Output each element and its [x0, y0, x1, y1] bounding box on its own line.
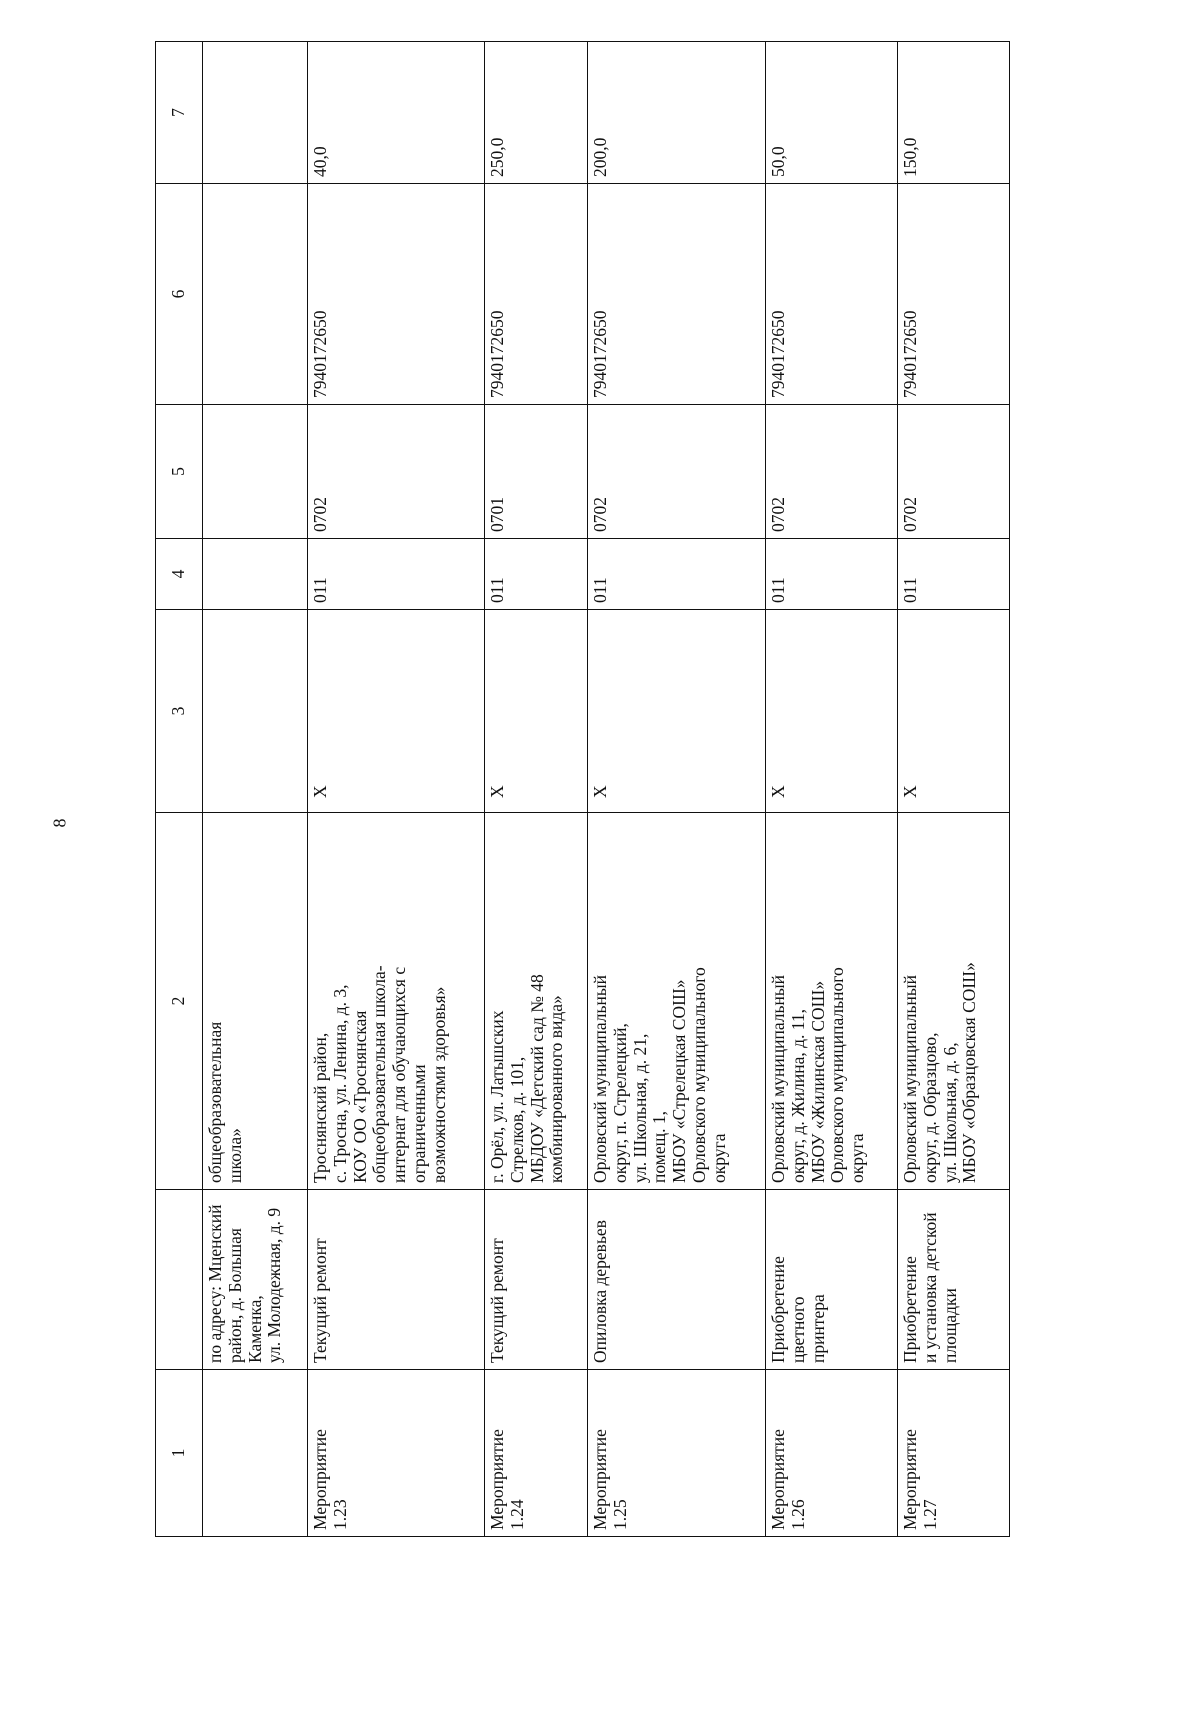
table-row — [588, 42, 766, 1537]
cell-col7 — [203, 42, 308, 184]
cell-col5: 0701 — [485, 405, 588, 539]
cell-object: Орловский муниципальный округ, д. Образцово, ул. Школьная, д. 6, МБОУ «Образцовская СОШ» — [898, 813, 1010, 1190]
cell-col7: 200,0 — [588, 42, 766, 184]
cell-work-name: Приобретение и установка детской площадки — [898, 1190, 1010, 1370]
table-row — [766, 42, 898, 1537]
cell-object: г. Орёл, ул. Латышских Стрелков, д. 101, МБДОУ «Детский сад № 48 комбинированного вида» — [485, 813, 588, 1190]
cell-col5: 0702 — [588, 405, 766, 539]
header-col-2: 2 — [156, 813, 203, 1190]
cell-col3: Х — [898, 610, 1010, 813]
cell-event — [203, 1370, 308, 1537]
cell-col5 — [203, 405, 308, 539]
cell-col6: 7940172650 — [485, 184, 588, 405]
header-col-blank — [156, 1190, 203, 1370]
cell-col3: Х — [588, 610, 766, 813]
cell-col3: Х — [485, 610, 588, 813]
cell-col5: 0702 — [308, 405, 485, 539]
cell-col3: Х — [766, 610, 898, 813]
cell-col4: 011 — [898, 539, 1010, 610]
header-col-7: 7 — [156, 42, 203, 184]
cell-col5: 0702 — [766, 405, 898, 539]
cell-event: Мероприятие 1.27 — [898, 1370, 1010, 1537]
cell-address: по адресу: Мценский район, д. Большая Каменка, ул. Молодежная, д. 9 — [203, 1190, 308, 1370]
cell-event: Мероприятие 1.25 — [588, 1370, 766, 1537]
cell-col6: 7940172650 — [588, 184, 766, 405]
table-row-continuation — [203, 42, 308, 1537]
document-table-container — [155, 42, 1010, 1537]
cell-object: Троснянский район, с. Тросна, ул. Ленина, д. 3, КОУ ОО «Троснянская общеобразовательная школа- интернат для обучающихся с ограниченными возможностями здоровья» — [308, 813, 485, 1190]
cell-event: Мероприятие 1.26 — [766, 1370, 898, 1537]
cell-col3 — [203, 610, 308, 813]
cell-col4: 011 — [766, 539, 898, 610]
cell-col5: 0702 — [898, 405, 1010, 539]
cell-work-name: Текущий ремонт — [485, 1190, 588, 1370]
cell-work-name: Текущий ремонт — [308, 1190, 485, 1370]
cell-work-name: Опиловка деревьев — [588, 1190, 766, 1370]
table-row — [898, 42, 1010, 1537]
cell-col3: Х — [308, 610, 485, 813]
cell-col7: 150,0 — [898, 42, 1010, 184]
cell-col6: 7940172650 — [898, 184, 1010, 405]
budget-events-table — [155, 41, 1010, 1537]
cell-object: общеобразовательная школа» — [203, 813, 308, 1190]
cell-col4: 011 — [308, 539, 485, 610]
page-number: 8 — [49, 818, 70, 828]
cell-col4: 011 — [588, 539, 766, 610]
table-row — [308, 42, 485, 1537]
cell-col6: 7940172650 — [766, 184, 898, 405]
cell-work-name: Приобретение цветного принтера — [766, 1190, 898, 1370]
cell-col4 — [203, 539, 308, 610]
cell-event: Мероприятие 1.24 — [485, 1370, 588, 1537]
header-col-4: 4 — [156, 539, 203, 610]
header-col-6: 6 — [156, 184, 203, 405]
table-row — [485, 42, 588, 1537]
cell-col7: 250,0 — [485, 42, 588, 184]
cell-col4: 011 — [485, 539, 588, 610]
cell-object: Орловский муниципальный округ, п. Стрелецкий, ул. Школьная, д. 21, помещ. 1, МБОУ «Стрелецкая СОШ» Орловского муниципального округа — [588, 813, 766, 1190]
cell-object: Орловский муниципальный округ, д. Жилина, д. 11, МБОУ «Жилинская СОШ» Орловского муниципального округа — [766, 813, 898, 1190]
cell-col6 — [203, 184, 308, 405]
cell-event: Мероприятие 1.23 — [308, 1370, 485, 1537]
cell-col6: 7940172650 — [308, 184, 485, 405]
cell-col7: 50,0 — [766, 42, 898, 184]
header-col-5: 5 — [156, 405, 203, 539]
header-col-3: 3 — [156, 610, 203, 813]
header-col-1: 1 — [156, 1370, 203, 1537]
column-number-header-row — [156, 42, 203, 1537]
cell-col7: 40,0 — [308, 42, 485, 184]
